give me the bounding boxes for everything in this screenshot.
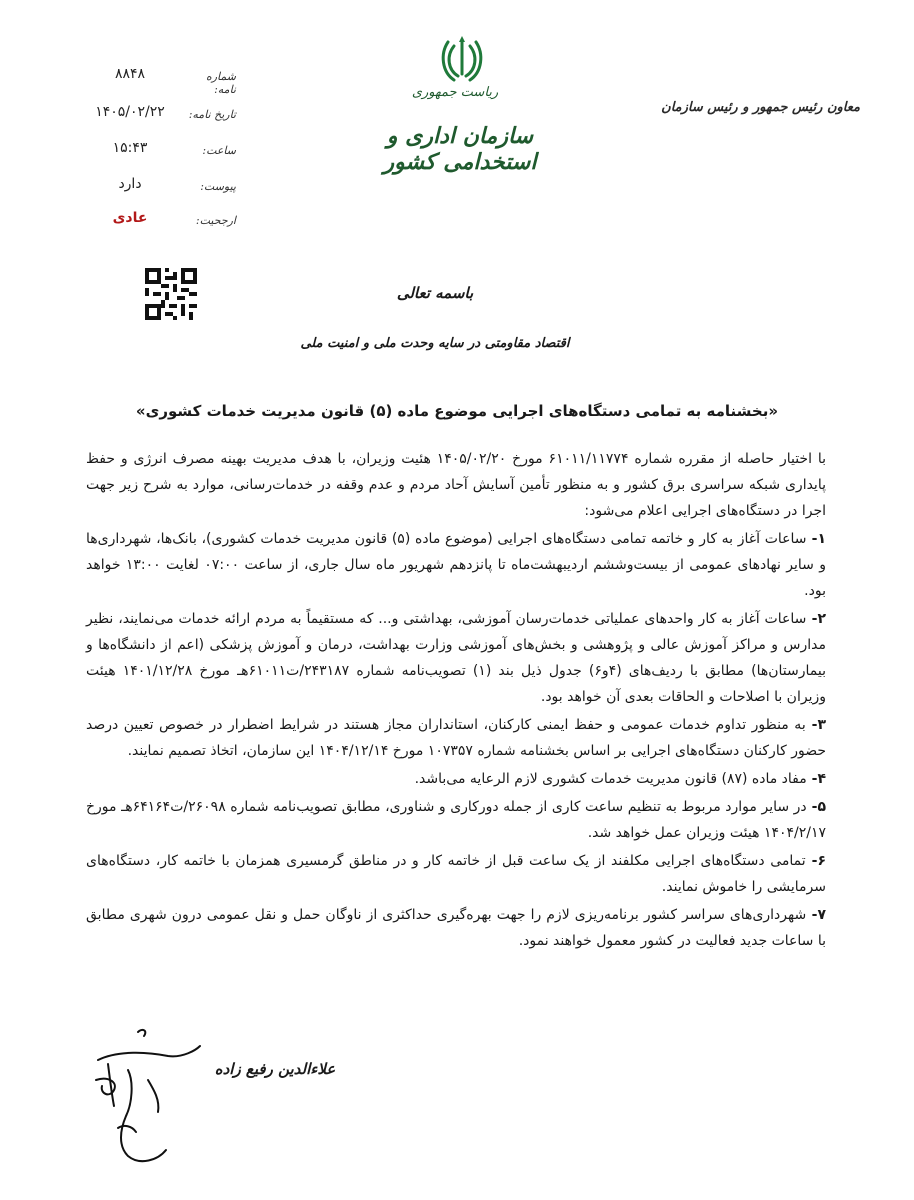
paragraph-text: ساعات آغاز به کار و خاتمه تمامی دستگاه‌های اجرایی (موضوع ماده (۵) قانون مدیریت خدمات کشوری)، بانک‌ها، شهرداری‌ها و سایر نهادهای عمومی از بیست‌وششم اردیبهشت‌ماه تا پانزدهم شهریور ماه سال جاری، از ساعت ۰۷:۰۰ لغایت ۱۳:۰۰ خواهد بود. [86, 531, 826, 599]
iran-emblem-icon [440, 34, 484, 88]
paragraph-text: به منظور تداوم خدمات عمومی و حفظ ایمنی کارکنان، استانداران مجاز هستند در شرایط اضطرار در خصوص تعیین درصد حضور کارکنان دستگاه‌های اجرایی بر اساس بخشنامه شماره ۱۰۷۳۵۷ مورخ ۱۴۰۴/۱۲/۱۴ این سازمان، اتخاذ تصمیم نمایند. [86, 717, 826, 759]
item-number: ۲- [806, 611, 827, 627]
item-number: ۴- [806, 771, 826, 787]
item-number: ۷- [806, 907, 827, 923]
attachment-value: دارد [118, 176, 142, 192]
paragraph-text: مفاد ماده (۸۷) قانون مدیریت خدمات کشوری لازم الرعایه می‌باشد. [414, 771, 807, 787]
paragraph-item-7 [86, 902, 826, 954]
paragraph-intro [86, 446, 826, 524]
paragraph-item-1 [86, 526, 826, 604]
letter-number-label: شماره نامه: [205, 70, 236, 96]
priority-value: عادی [112, 210, 148, 226]
item-number: ۳- [805, 717, 827, 733]
document-title: «بخشنامه به تمامی دستگاه‌های اجرایی موضوع ماده (۵) قانون مدیریت خدمات کشوری» [135, 402, 779, 420]
paragraph-text: شهرداری‌های سراسر کشور برنامه‌ریزی لازم را جهت بهره‌گیری حداکثری از ناوگان حمل و نقل عمومی درون شهری مطابق با ساعات جدید فعالیت در کشور معمول خواهند نمود. [86, 907, 826, 949]
qr-code-icon [145, 268, 197, 320]
letter-time-value: ۱۵:۴۳ [112, 140, 148, 156]
item-number: ۵- [806, 799, 827, 815]
letter-number-value: ۸۸۴۸ [114, 66, 146, 82]
paragraph-item-5 [86, 794, 826, 846]
motto-line: اقتصاد مقاومتی در سایه وحدت ملی و امنیت ملی [300, 336, 570, 351]
letter-date-value: ۱۴۰۵/۰۲/۲۲ [95, 104, 165, 120]
letter-time-label: ساعت: [202, 144, 236, 157]
sender-title: معاون رئیس جمهور و رئیس سازمان [661, 100, 860, 115]
org-name: سازمان اداری و استخدامی کشور [383, 123, 537, 175]
paragraph-text: در سایر موارد مربوط به تنظیم ساعت کاری از جمله دورکاری و شناوری، مطابق تصویب‌نامه شماره ۲۶۰۹۸/ت۶۴۱۶۴هـ مورخ ۱۴۰۴/۲/۱۷ هیئت وزیران عمل خواهد شد. [86, 799, 826, 841]
item-number: ۶- [805, 853, 827, 869]
letter-date-label: تاریخ نامه: [188, 108, 236, 121]
priority-label: ارجحیت: [195, 214, 236, 227]
document-body [86, 446, 826, 956]
paragraph-text: تمامی دستگاه‌های اجرایی مکلفند از یک ساعت قبل از خاتمه کار و در مناطق گرمسیری همزمان با خاتمه کار، دستگاه‌های سرمایشی را خاموش نمایند. [86, 853, 826, 895]
paragraph-text: ساعات آغاز به کار واحدهای عملیاتی خدمات‌رسان آموزشی، بهداشتی و... که مستقیماً به مردم ارائه خدمات می‌نمایند، نظیر مدارس و مراکز آموزش عالی و پژوهشی و بخش‌های آموزشی وزارت بهداشت، درمان و آموزش پزشکی (اعم از دانشگاه‌ها و بیمارستان‌ها) مطابق با ردیف‌های (۴و۶) جدول ذیل بند (۱) تصویب‌نامه شماره ۲۴۳۱۸۷/ت۶۱۰۱۱هـ مورخ ۱۴۰۱/۱۲/۲۸ هیئت وزیران با اصلاحات و الحاقات بعدی آن خواهد بود. [86, 611, 826, 705]
paragraph-item-3 [86, 712, 826, 764]
paragraph-item-6 [86, 848, 826, 900]
paragraph-text: با اختیار حاصله از مقرره شماره ۶۱۰۱۱/۱۱۷۷۴ مورخ ۱۴۰۵/۰۲/۲۰ هئیت وزیران، با هدف مدیریت بهینه مصرف انرژی و حفظ پایداری شبکه سراسری برق کشور و به منظور تأمین آسایش آحاد مردم و عدم وقفه در خدمات‌رسانی، موارد به شرح زیر جهت اجرا در دستگاه‌های اجرایی اعلام می‌شود: [86, 451, 826, 519]
attachment-label: پیوست: [200, 180, 236, 193]
handwritten-signature [88, 1020, 208, 1174]
org-subtitle: ریاست جمهوری [411, 85, 499, 100]
item-number: ۱- [806, 531, 826, 547]
paragraph-item-4 [86, 766, 826, 792]
paragraph-item-2 [86, 606, 826, 710]
bismillah-heading: باسمه تعالی [396, 284, 474, 302]
signer-name: علاءالدین رفیع زاده [214, 1060, 336, 1078]
